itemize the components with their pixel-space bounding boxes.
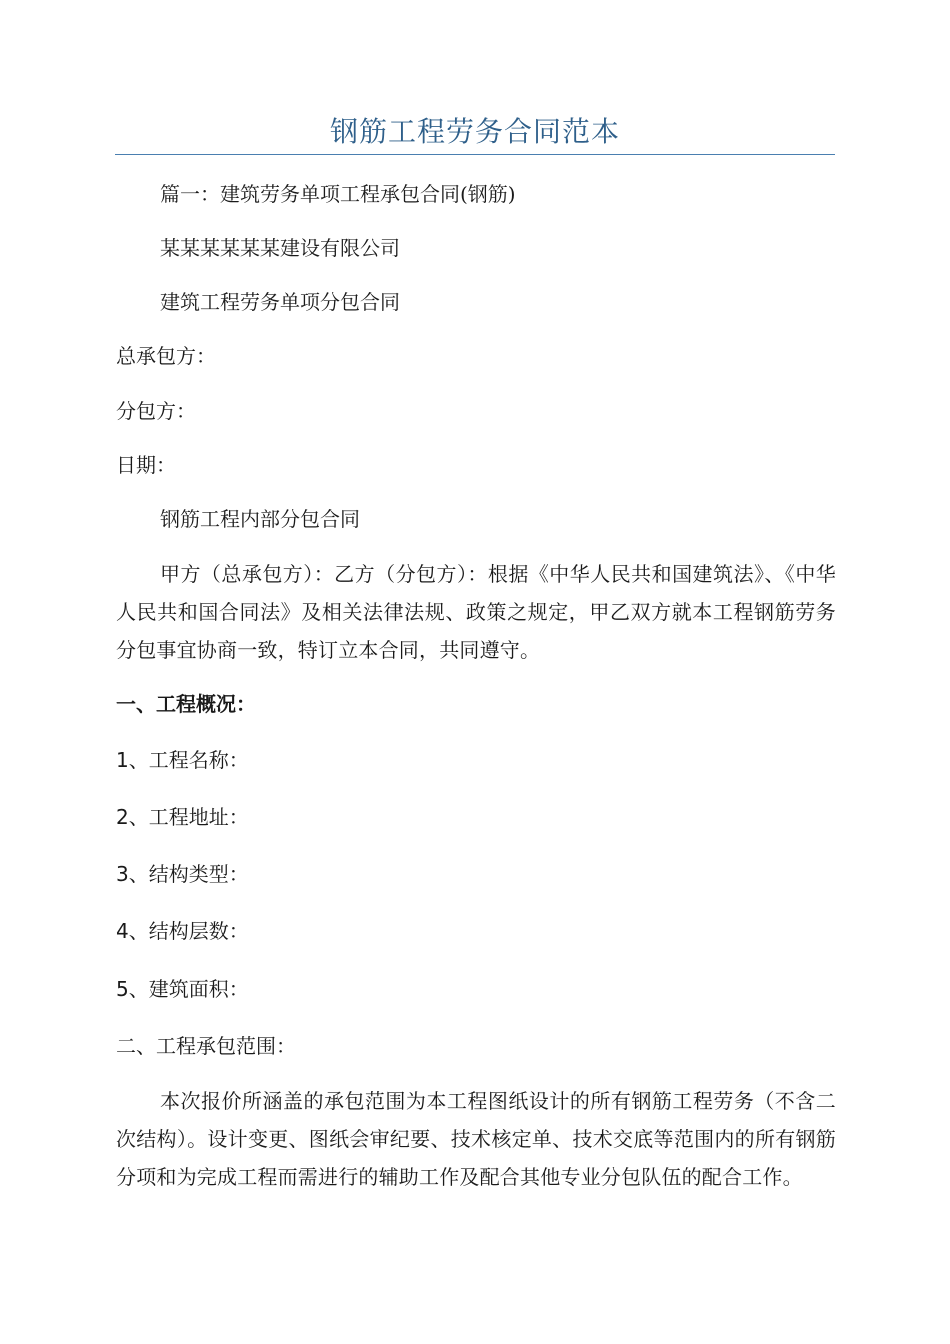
- section2-heading: 二、工程承包范围：: [116, 1034, 296, 1058]
- item-number: 3: [116, 862, 129, 886]
- section1-item: [116, 748, 249, 772]
- section1-heading: 一、工程概况：: [116, 692, 256, 716]
- item-label: 、建筑面积：: [128, 977, 249, 1001]
- chapter-heading: 篇一：建筑劳务单项工程承包合同(钢筋): [160, 182, 516, 206]
- section1-item: [116, 862, 249, 886]
- item-number: 5: [116, 977, 129, 1001]
- section1-item: [116, 805, 249, 829]
- internal-contract-title: 钢筋工程内部分包合同: [160, 507, 360, 531]
- item-label: 、工程名称：: [128, 748, 249, 772]
- contract-name: 建筑工程劳务单项分包合同: [160, 290, 400, 314]
- subcontractor-label: 分包方：: [116, 399, 196, 423]
- item-label: 、工程地址：: [128, 805, 249, 829]
- document-title: 钢筋工程劳务合同范本: [329, 115, 620, 148]
- item-number: 2: [116, 805, 129, 829]
- item-number: 4: [116, 919, 129, 943]
- item-label: 、结构类型：: [128, 862, 249, 886]
- item-label: 、结构层数：: [128, 919, 249, 943]
- section1-item: [116, 919, 249, 943]
- intro-paragraph: 甲方（总承包方）：乙方（分包方）：根据《中华人民共和国建筑法》、《中华人民共和国合同法》及相关法律法规、政策之规定，甲乙双方就本工程钢筋劳务分包事宜协商一致，特订立本合同，共同遵守。: [116, 562, 836, 662]
- general-contractor-label: 总承包方：: [116, 344, 216, 368]
- company-name: 某某某某某某建设有限公司: [160, 236, 400, 260]
- section2-paragraph: 本次报价所涵盖的承包范围为本工程图纸设计的所有钢筋工程劳务（不含二次结构）。设计变更、图纸会审纪要、技术核定单、技术交底等范围内的所有钢筋分项和为完成工程而需进行的辅助工作及配合其他专业分包队伍的配合工作。: [116, 1089, 836, 1189]
- title-underline: [115, 154, 835, 155]
- date-label: 日期：: [116, 453, 176, 477]
- item-number: 1: [116, 748, 129, 772]
- section1-item: [116, 977, 249, 1001]
